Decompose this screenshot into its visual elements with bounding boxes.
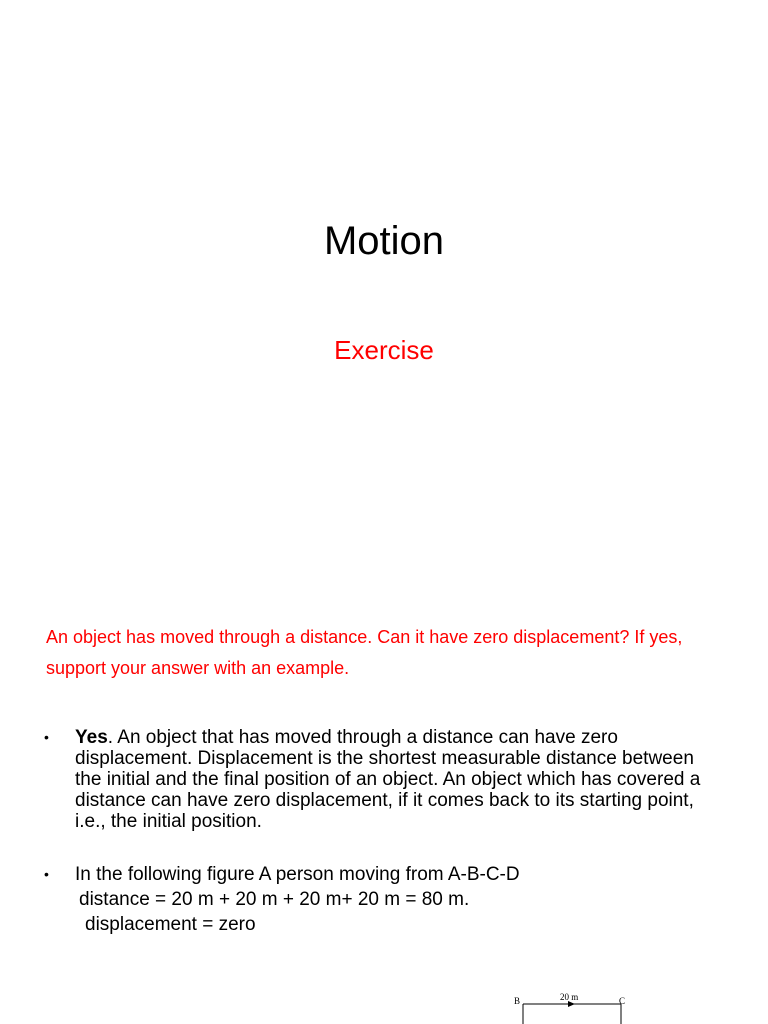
figure-label-top: 20 m bbox=[560, 992, 579, 1002]
question-text: An object has moved through a distance. Can it have zero displacement? If yes, support your answer with an example. bbox=[46, 627, 683, 678]
example-line-2: distance = 20 m + 20 m + 20 m+ 20 m = 80 m. bbox=[79, 889, 470, 910]
figure-label-b: B bbox=[514, 996, 521, 1006]
path-figure bbox=[508, 986, 638, 1024]
bullet-marker: • bbox=[44, 729, 49, 745]
path-diagram bbox=[508, 986, 638, 1024]
bullet-marker: • bbox=[44, 866, 49, 882]
example-line-3: displacement = zero bbox=[85, 914, 256, 935]
direction-arrow-icon bbox=[568, 1001, 575, 1007]
example-line-1: In the following figure A person moving from A-B-C-D bbox=[75, 864, 520, 885]
figure-label-c: C bbox=[619, 996, 626, 1006]
example-body bbox=[75, 862, 704, 937]
slide-title: Motion bbox=[323, 219, 445, 263]
answer-explanation: . An object that has moved through a distance can have zero displacement. Displacement is the shortest measurable distance between the initial and the final position of an object. An object which has covered a distance can have zero displacement, if it comes back to its starting point, i.e., the initial position. bbox=[75, 727, 701, 832]
slide-subtitle: Exercise bbox=[334, 335, 434, 365]
answer-bullet bbox=[44, 727, 704, 832]
answer-body bbox=[75, 727, 704, 832]
example-bullet bbox=[44, 862, 704, 937]
answer-yes: Yes bbox=[75, 727, 108, 748]
